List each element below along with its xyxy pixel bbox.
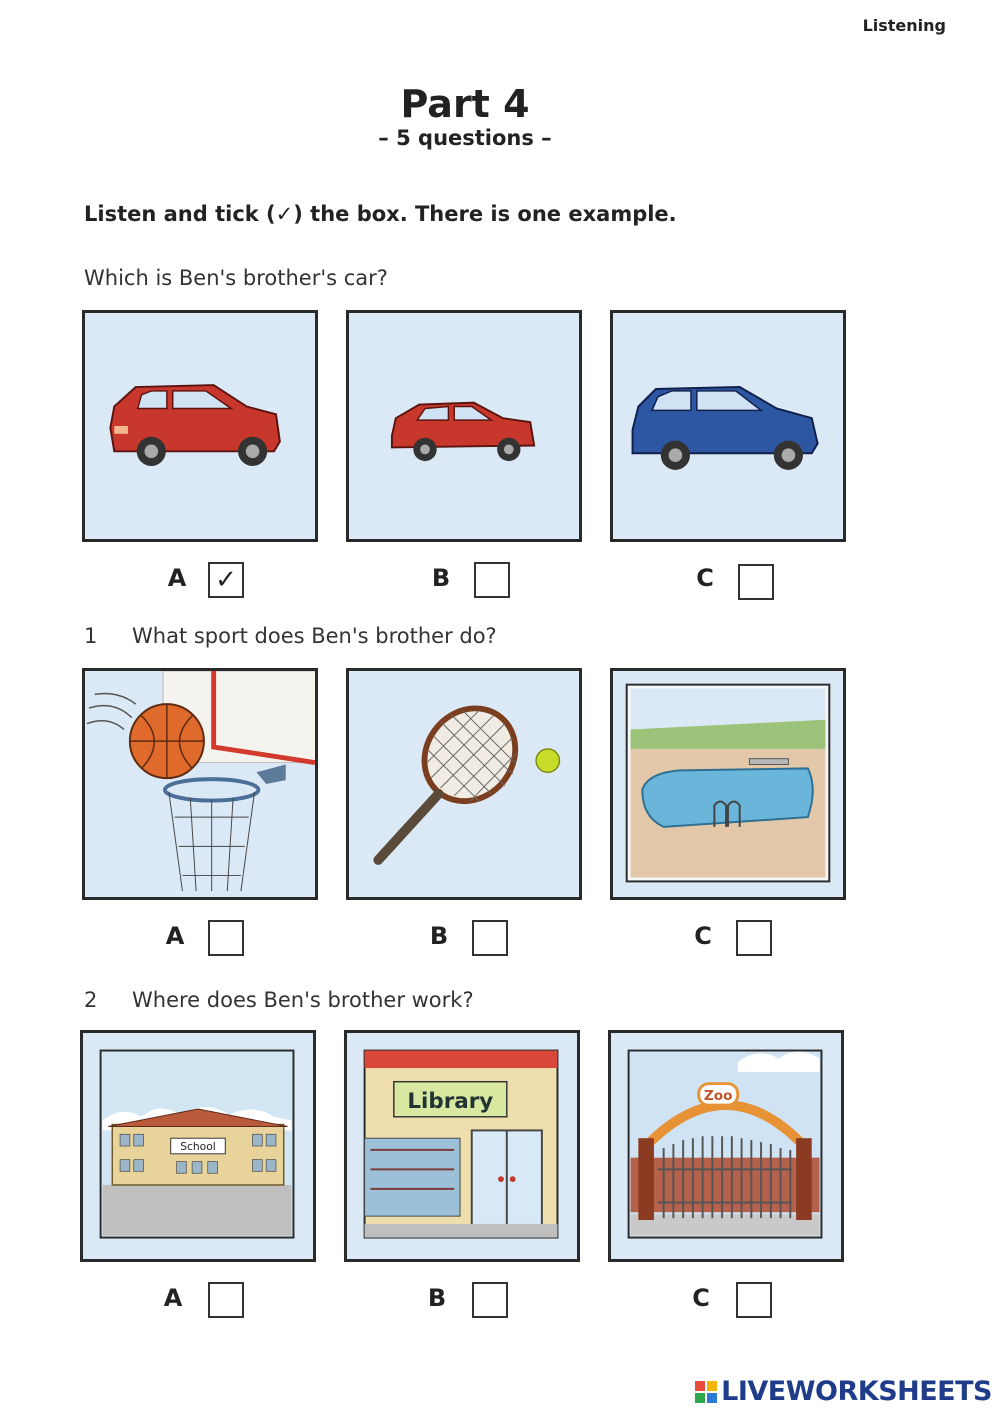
question-2 [84,988,474,1012]
picture-example-c-blue-car[interactable] [610,310,846,542]
option-letter: B [431,564,451,592]
tick-box-example-b[interactable] [474,562,510,598]
car-icon [613,313,843,539]
tick-box-q1-a[interactable] [208,920,244,956]
question-1 [84,624,497,648]
picture-example-b-red-small-car[interactable] [346,310,582,542]
option-letter: A [167,564,187,592]
option-letter: C [694,922,712,950]
picture-q2-c-zoo[interactable] [608,1030,844,1262]
tick-box-q2-b[interactable] [472,1282,508,1318]
page-subtitle: – 5 questions – [378,126,552,150]
question-number: 2 [84,988,98,1012]
option-letter: B [429,922,449,950]
question-number: 1 [84,624,98,648]
tick-box-example-c[interactable] [738,564,774,600]
instruction: Listen and tick (✓) the box. There is one example. [84,202,677,226]
logo-mark-icon [695,1381,717,1403]
page-title: Part 4 [400,82,530,126]
zoo-gate-icon [611,1033,841,1259]
swimming-pool-icon [613,671,843,897]
picture-q2-b-library[interactable] [344,1030,580,1262]
option-letter: A [165,922,185,950]
option-letter: B [427,1284,447,1312]
zoo-sign: Zoo [703,1088,733,1105]
tick-box-q2-c[interactable] [736,1282,772,1318]
logo-square [695,1381,705,1391]
library-sign: Library [407,1089,494,1115]
logo-text: LIVEWORKSHEETS [721,1376,992,1407]
car-icon [349,313,579,539]
logo-square [707,1393,717,1403]
tick-box-q2-a[interactable] [208,1282,244,1318]
picture-q1-b-tennis[interactable] [346,668,582,900]
liveworksheets-logo [695,1376,992,1407]
picture-q1-c-swimming-pool[interactable] [610,668,846,900]
question-text: What sport does Ben's brother do? [132,624,497,648]
basketball-icon [85,671,315,897]
option-letter: A [163,1284,183,1312]
logo-square [707,1381,717,1391]
logo-square [695,1393,705,1403]
title-block [0,80,1000,150]
library-icon [347,1033,577,1259]
picture-q2-a-school[interactable] [80,1030,316,1262]
car-icon [85,313,315,539]
tennis-racket-icon [349,671,579,897]
tick-box-q1-b[interactable] [472,920,508,956]
section-label: Listening [862,16,946,35]
school-icon [83,1033,313,1259]
picture-example-a-red-large-car[interactable] [82,310,318,542]
question-text: Which is Ben's brother's car? [84,266,388,290]
question-text: Where does Ben's brother work? [132,988,474,1012]
school-sign: School [180,1139,216,1153]
question-example [84,266,388,290]
option-letter: C [692,1284,710,1312]
tick-box-q1-c[interactable] [736,920,772,956]
option-letter: C [696,564,714,592]
picture-q1-a-basketball[interactable] [82,668,318,900]
tick-box-example-a[interactable]: ✓ [208,562,244,598]
